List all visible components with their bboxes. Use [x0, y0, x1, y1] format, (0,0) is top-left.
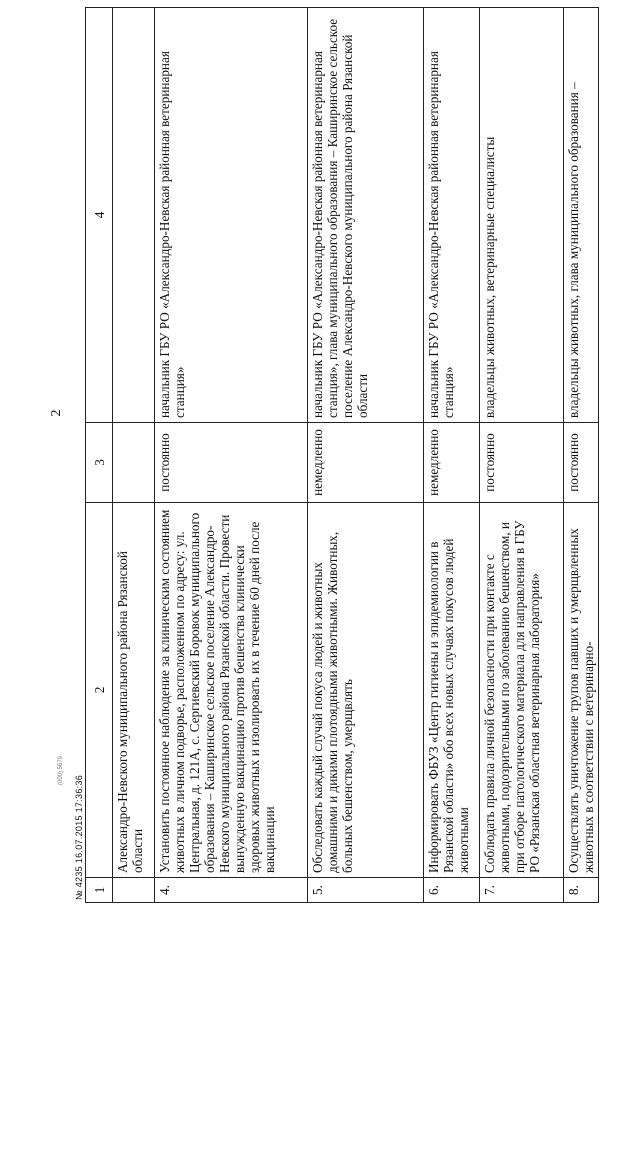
header-col-4: 4: [86, 8, 113, 423]
table-header-row: [86, 8, 113, 903]
row-action: Обследовать каждый случай покуса людей и животных домашними и дикими плотоядными животными. Животных, больных бешенством, умерщвлять: [308, 503, 424, 878]
region-row-term: [113, 423, 155, 503]
region-row-text: Александро-Невского муниципального района Рязанской области: [113, 503, 155, 878]
row-action: Соблюдать правила личной безопасности при контакте с животными, подозрительными по заболеванию бешенством, и при отборе патологического материала для направления в ГБУ РО «Рязанская областная ветеринарная лаборатория»: [480, 503, 564, 878]
region-row: [113, 8, 155, 903]
row-number: 6.: [424, 878, 480, 903]
table-row: [564, 8, 599, 903]
row-term: постоянно: [564, 423, 599, 503]
rotated-table-container: [85, 8, 596, 903]
stamp-text: № 4235 16.07.2015 17:36:36: [74, 774, 84, 900]
region-row-resp: [113, 8, 155, 423]
row-responsible: начальник ГБУ РО «Александро-Невская районная ветеринарная станция», глава муниципального образования – Каширинское сельское поселение Александро-Невского муниципального района Рязанской области: [308, 8, 424, 423]
row-term: постоянно: [480, 423, 564, 503]
row-responsible: владельцы животных, ветеринарные специалисты: [480, 8, 564, 423]
row-responsible: начальник ГБУ РО «Александро-Невская районная ветеринарная станция»: [155, 8, 308, 423]
document-stamp: [74, 774, 90, 1170]
row-number: 7.: [480, 878, 564, 903]
row-action: Информировать ФБУЗ «Центр гигиены и эпидемиологии в Рязанской области» обо всех новых случаях покусов людей животными: [424, 503, 480, 878]
row-number: 8.: [564, 878, 599, 903]
footer-small-text: (000) 5679: [58, 755, 64, 785]
row-term: постоянно: [155, 423, 308, 503]
row-term: немедленно: [424, 423, 480, 503]
row-action: Установить постоянное наблюдение за клиническим состоянием животных в личном подворье, расположенном по адресу: ул. Центральная, д. 121А, с. Сергиевский Боровок муниципального образования – Каширинское сельское поселение Александро-Невского муниципального района Рязанской области. Провести вынужденную вакцинацию против бешенства клинически здоровых животных и изолировать их в течение 60 дней после вакцинации: [155, 503, 308, 878]
table-row: [480, 8, 564, 903]
header-col-3: 3: [86, 423, 113, 503]
page-number: 2: [49, 409, 64, 417]
row-responsible: начальник ГБУ РО «Александро-Невская районная ветеринарная станция»: [424, 8, 480, 423]
measures-table: [85, 7, 599, 903]
table-row: [155, 8, 308, 903]
header-col-1: 1: [86, 878, 113, 903]
row-responsible: владельцы животных, глава муниципального образования –: [564, 8, 599, 423]
table-row: [424, 8, 480, 903]
region-row-num: [113, 878, 155, 903]
row-number: 5.: [308, 878, 424, 903]
row-term: немедленно: [308, 423, 424, 503]
table-row: [308, 8, 424, 903]
row-number: 4.: [155, 878, 308, 903]
header-col-2: 2: [86, 503, 113, 878]
row-action: Осуществлять уничтожение трупов павших и умерщвленных животных в соответствии с ветеринарно-: [564, 503, 599, 878]
